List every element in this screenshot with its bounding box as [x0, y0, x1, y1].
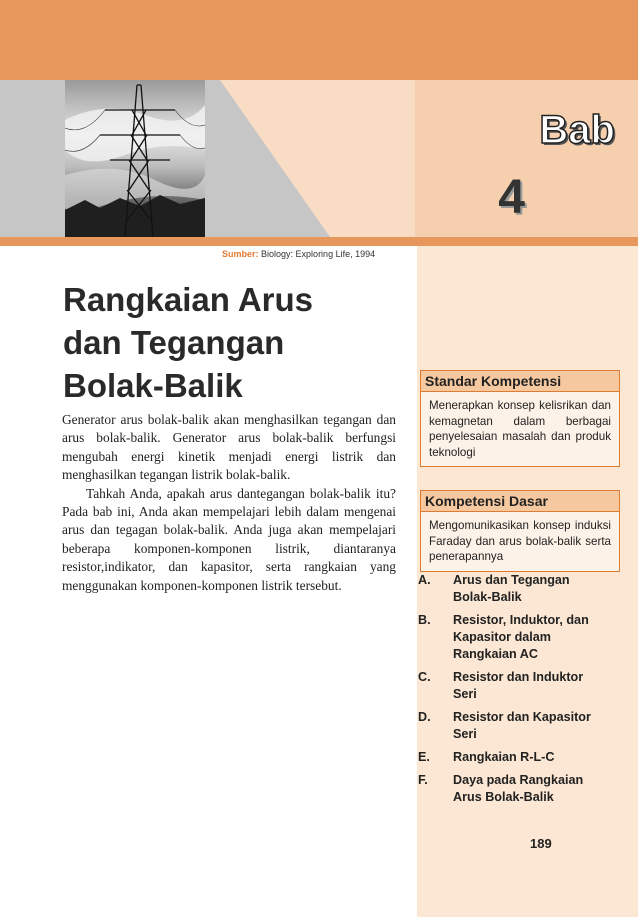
power-tower-photo [65, 80, 205, 237]
source-text: Biology: Exploring Life, 1994 [261, 249, 376, 259]
title-line-3: Bolak-Balik [63, 367, 243, 404]
standar-kompetensi-heading: Standar Kompetensi [421, 371, 619, 392]
intro-paragraph-2: Tahkah Anda, apakah arus dantegangan bolak-balik itu? Pada bab ini, Anda akan mempelajari lebih dalam mengenai arus dan tegagan bolak-balik. Anda juga akan mempelajari beberapa komponen-komponen listrik, diantaranya resistor,indikator, dan kapasitor, serta rangkaian yang menggunakan komponen-komponen listrik tersebut. [62, 485, 396, 593]
toc-title: Resistor, Induktor, dan Kapasitor dalam Rangkaian AC [453, 613, 589, 661]
chapter-title [63, 278, 403, 407]
toc-letter: C. [418, 670, 431, 684]
kompetensi-dasar-text: Mengomunikasikan konsep induksi Faraday dan arus bolak-balik serta penerapannya [429, 519, 611, 564]
toc-title: Arus dan Tegangan Bolak-Balik [453, 573, 570, 604]
title-line-1: Rangkaian Arus [63, 281, 314, 318]
intro-text [62, 411, 396, 595]
source-label: Sumber: [222, 249, 259, 259]
title-line-2: dan Tegangan [63, 324, 285, 361]
bab-label: Bab [539, 108, 615, 152]
toc-item [418, 669, 618, 703]
toc-letter: D. [418, 710, 431, 724]
intro-paragraph-1: Generator arus bolak-balik akan menghasilkan tegangan dan arus bolak-balik. Generator arus bolak-balik berfungsi mengubah energi kinetik menjadi energi listrik dan menghasilkan tegangan listrik bolak-balik. [62, 412, 396, 483]
toc-letter: A. [418, 573, 431, 587]
photo-source [222, 249, 375, 259]
bab-panel [415, 80, 638, 237]
toc-title: Rangkaian R-L-C [453, 750, 555, 764]
kompetensi-dasar-heading: Kompetensi Dasar [421, 491, 619, 512]
standar-kompetensi-text: Menerapkan konsep kelisrikan dan kemagnetan dalam berbagai penyelesaian masalah dan produk teknologi [429, 399, 611, 459]
toc-title: Daya pada Rangkaian Arus Bolak-Balik [453, 773, 584, 804]
toc-item [418, 749, 618, 766]
page-number: 189 [530, 836, 552, 851]
toc-letter: B. [418, 613, 431, 627]
standar-kompetensi-box [420, 370, 620, 467]
toc-item [418, 709, 618, 743]
toc-item [418, 572, 618, 606]
toc-letter: F. [418, 773, 428, 787]
top-orange-band [0, 0, 638, 80]
toc-title: Resistor dan Induktor Seri [453, 670, 584, 701]
header-grey-wedge [0, 80, 415, 237]
tower-illustration [65, 80, 205, 237]
toc-title: Resistor dan Kapasitor Seri [453, 710, 591, 741]
kompetensi-dasar-box [420, 490, 620, 572]
chapter-contents [418, 572, 618, 812]
toc-item [418, 772, 618, 806]
orange-stripe [0, 237, 638, 246]
chapter-number: 4 [498, 171, 525, 224]
toc-letter: E. [418, 750, 430, 764]
toc-item [418, 612, 618, 663]
